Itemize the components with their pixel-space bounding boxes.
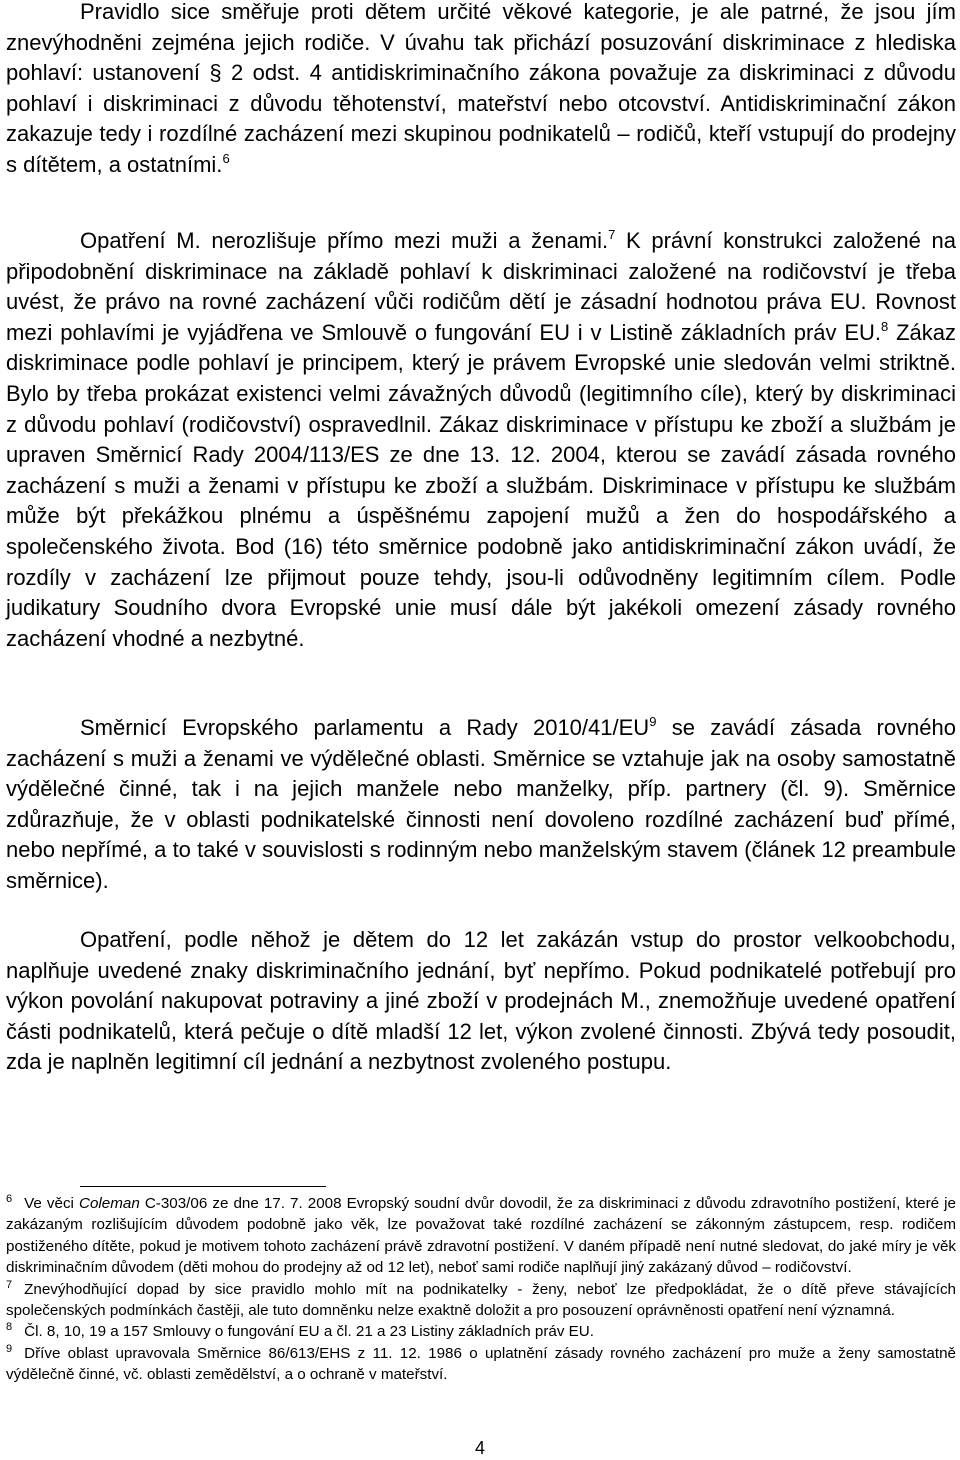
footnote-text: C-303/06 ze dne 17. 7. 2008 Evropský soudní dvůr dovodil, že za diskriminaci z důvodu zdravotního postižení, které je zakázaným rozlišujícím důvodem podobně jako věk, lze považovat také rozdílné zacházení se zákonným zástupcem, resp. rodičem postiženého dítěte, pokud je motivem tohoto zacházení právě zdravotní postižení. V daném případě není nutné sledovat, do jaké míry je věk diskriminačním důvodem (děti mohou do prodejny až od 12 let), neboť sami rodiče naplňují jiný zakázaný důvod – rodičovství. bbox=[6, 1195, 956, 1277]
footnote-ref-7[interactable]: 7 bbox=[608, 227, 616, 242]
footnote-number: 9 bbox=[6, 1342, 13, 1355]
paragraph-1 bbox=[6, 0, 956, 181]
paragraph-3-text-b: se zavádí zásada rovného zacházení s muži a ženami ve výdělečné oblasti. Směrnice se vztahuje jak na osoby samostatně výdělečné činné, tak i na jejich manžele nebo manželky, příp. partnery (čl. 9). Směrnice zdůrazňuje, že v oblasti podnikatelské činnosti není dovoleno rozdílné zacházení buď přímé, nebo nepřímé, a to také v souvislosti s rodinným nebo manželským stavem (článek 12 preambule směrnice). bbox=[6, 715, 956, 893]
footnote-ref-8[interactable]: 8 bbox=[881, 318, 889, 334]
paragraph-3-text-a: Směrnicí Evropského parlamentu a Rady 2010/41/EU bbox=[80, 715, 650, 740]
paragraph-1-text: Pravidlo sice směřuje proti dětem určité věkové kategorie, je ale patrné, že jsou jím znevýhodněni zejména jejich rodiče. V úvahu tak přichází posuzování diskriminace z hlediska pohlaví: ustanovení § 2 odst. 4 antidiskriminačního zákona považuje za diskriminaci z důvodu pohlaví i diskriminaci z důvodu těhotenství, mateřství nebo otcovství. Antidiskriminační zákon zakazuje tedy i rozdílné zacházení mezi skupinou podnikatelů – rodičů, kteří vstupují do prodejny s dítětem, a ostatními. bbox=[6, 0, 956, 177]
footnote-7 bbox=[6, 1279, 956, 1322]
paragraph-2 bbox=[6, 226, 956, 654]
footnote-8 bbox=[6, 1321, 956, 1342]
footnote-case-name: Coleman bbox=[78, 1195, 140, 1212]
paragraph-2-text-a: Opatření M. nerozlišuje přímo mezi muži a ženami. bbox=[80, 228, 609, 253]
footnote-ref-6[interactable]: 6 bbox=[222, 150, 230, 166]
footnote-6 bbox=[6, 1193, 956, 1279]
footnote-separator bbox=[80, 1186, 326, 1187]
paragraph-4: Opatření, podle něhož je dětem do 12 let zakázán vstup do prostor velkoobchodu, naplňuje uvedené znaky diskriminačního jednání, byť nepřímo. Pokud podnikatelé potřebují pro výkon povolání nakupovat potraviny a jiné zboží v prodejnách M., znemožňuje uvedené opatření části podnikatelů, která pečuje o dítě mladší 12 let, výkon zvolené činnosti. Zbývá tedy posoudit, zda je naplněn legitimní cíl jednání a nezbytnost zvoleného postupu. bbox=[6, 927, 956, 1075]
footnote-text: Čl. 8, 10, 19 a 157 Smlouvy o fungování EU a čl. 21 a 23 Listiny základních práv EU. bbox=[24, 1323, 594, 1341]
paragraph-2-text-b: K právní konstrukci založené na připodobnění diskriminace na základě pohlaví k diskriminaci založené na rodičovství je třeba uvést, že právo na rovné zacházení vůči rodičům dětí je zásadní hodnotou práva EU. Rovnost mezi pohlavími je vyjádřena ve Smlouvě o fungování EU i v Listině základních práv EU. bbox=[6, 228, 956, 345]
paragraph-2-text-c: Zákaz diskriminace podle pohlaví je principem, který je právem Evropské unie sledován velmi striktně. Bylo by třeba prokázat existenci velmi závažných důvodů (legitimního cíle), který by diskriminaci z důvodu pohlaví (rodičovství) ospravedlnil. Zákaz diskriminace v přístupu ke zboží a službám je upraven Směrnicí Rady 2004/113/ES ze dne 13. 12. 2004, kterou se zavádí zásada rovného zacházení s muži a ženami v přístupu ke zboží a službám. Diskriminace v přístupu ke službám může být překážkou plnému a úspěšnému zapojení mužů a žen do hospodářského a společenského života. Bod (16) této směrnice podobně jako antidiskriminační zákon uvádí, že rozdíly v zacházení lze přijmout pouze tehdy, jsou-li odůvodněny legitimním cílem. Podle judikatury Soudního dvora Evropské unie musí dále být jakékoli omezení zásady rovného zacházení vhodné a nezbytné. bbox=[6, 319, 956, 651]
footnote-text: Ve věci bbox=[24, 1195, 79, 1212]
footnote-text: Znevýhodňující dopad by sice pravidlo mohlo mít na podnikatelky - ženy, neboť lze předpokládat, že o dítě převe stávajících společenských podmínkách častěji, ale tuto domněnku nelze exaktně doložit a pro posouzení oprávněnosti opatření není významná. bbox=[6, 1280, 956, 1320]
page-number: 4 bbox=[474, 1438, 485, 1458]
footnote-number: 6 bbox=[6, 1193, 13, 1205]
footnote-number: 8 bbox=[6, 1321, 13, 1334]
paragraph-3 bbox=[6, 713, 956, 897]
footnote-text: Dříve oblast upravovala Směrnice 86/613/EHS z 11. 12. 1986 o uplatnění zásady rovného zacházení pro muže a ženy samostatně výdělečně činné, vč. oblasti zemědělství, a o ochraně v mateřství. bbox=[6, 1344, 956, 1384]
footnote-number: 7 bbox=[6, 1278, 13, 1291]
footnotes bbox=[6, 1193, 956, 1386]
footnote-9 bbox=[6, 1343, 956, 1386]
footnote-ref-9[interactable]: 9 bbox=[649, 714, 657, 729]
